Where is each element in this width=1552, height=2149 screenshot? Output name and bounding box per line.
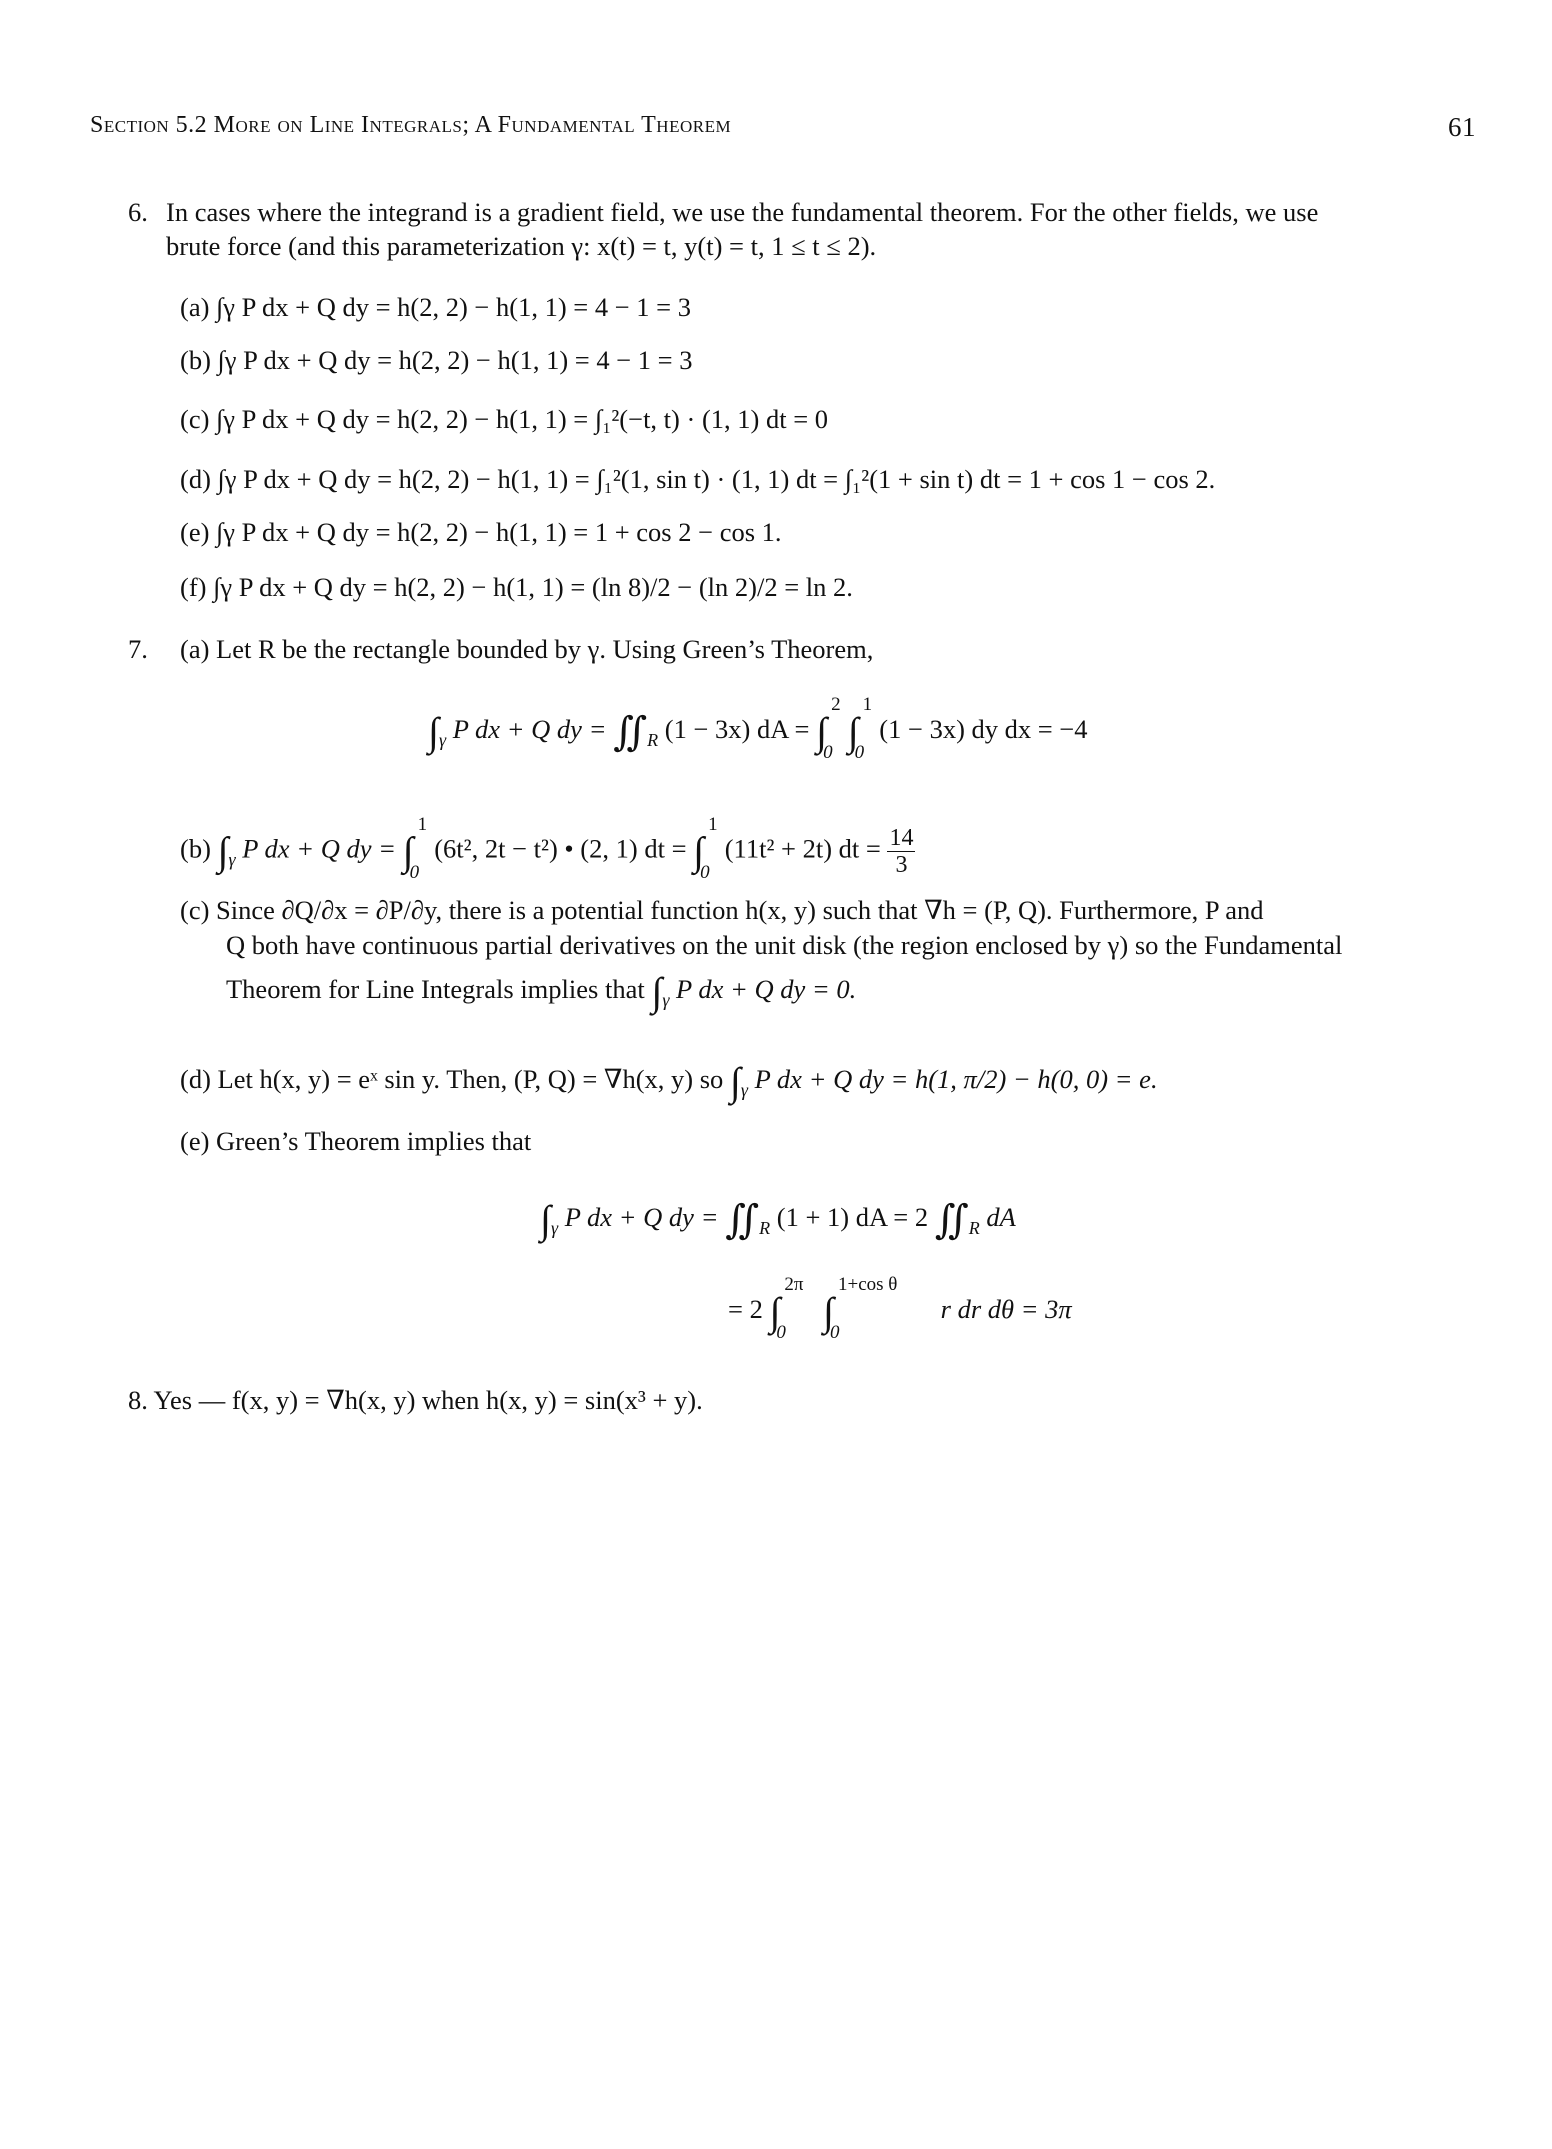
problem-6b: (b) ∫γ P dx + Q dy = h(2, 2) − h(1, 1) = 4 − 1 = 3 (180, 345, 693, 375)
problem-7e-equation-2: = 2 ∫ 2π 0 ∫ 1+cos θ 0 r dr dθ = 3π (728, 1274, 1072, 1344)
double-integral-sign: ∬ (613, 709, 648, 754)
problem-6-number: 6. (128, 197, 148, 227)
problem-7-number: 7. (128, 634, 148, 664)
problem-6-intro-line2: brute force (and this parameterization γ: x(t) = t, y(t) = t, 1 ≤ t ≤ 2). (166, 231, 877, 261)
problem-7b: (b) $\int_\gamma$ P dx + Q dy = ∫ 1 0 (6t², 2t − t²) • (2, 1) dt = ∫ 1 0 (11t² + 2t) dt = $\frac{14}{3}$ (180, 813, 914, 883)
problem-7c-line1: (c) Since ∂Q/∂x = ∂P/∂y, there is a potential function h(x, y) such that ∇h = (P, Q). Furthermore, P and (180, 895, 1264, 925)
problem-7e-text: (e) Green’s Theorem implies that (180, 1126, 532, 1156)
problem-6c: (c) ∫γ P dx + Q dy = h(2, 2) − h(1, 1) = ∫₁²(−t, t) · (1, 1) dt = 0 (180, 404, 829, 434)
problem-7c-line2: Q both have continuous partial derivatives on the unit disk (the region enclosed by γ) so the Fundamental (226, 930, 1343, 960)
problem-6e: (e) ∫γ P dx + Q dy = h(2, 2) − h(1, 1) = 1 + cos 2 − cos 1. (180, 517, 782, 547)
problem-8: 8. Yes — f(x, y) = ∇h(x, y) when h(x, y) = sin(x³ + y). (128, 1385, 703, 1415)
problem-7e-equation-1: $\int_\gamma$ P dx + Q dy = $∬_R$ (1 + 1) dA = 2 $∬_R$ dA (540, 1197, 1016, 1242)
section-title: Section 5.2 More on Line Integrals; A Fundamental Theorem (90, 112, 732, 138)
problem-7c-line3: Theorem for Line Integrals implies that $\int_\gamma$ P dx + Q dy = 0. (226, 969, 857, 1014)
integral-sign: ∫ (428, 709, 439, 754)
page-number: 61 (1448, 112, 1476, 142)
problem-6d: (d) ∫γ P dx + Q dy = h(2, 2) − h(1, 1) = ∫₁²(1, sin t) · (1, 1) dt = ∫₁²(1 + sin t) dt = 1 + cos 1 − cos 2. (180, 464, 1216, 494)
fraction-14-3: $\frac{14}{3}$ (889, 825, 914, 878)
problem-7a-text: (a) Let R be the rectangle bounded by γ. Using Green’s Theorem, (180, 634, 874, 664)
problem-7d: (d) Let h(x, y) = eˣ sin y. Then, (P, Q) = ∇h(x, y) so $\int_\gamma$ P dx + Q dy = h(1, π/2) − h(0, 0) = e. (180, 1059, 1158, 1104)
running-header (90, 112, 1476, 142)
problem-6f: (f) ∫γ P dx + Q dy = h(2, 2) − h(1, 1) = (ln 8)/2 − (ln 2)/2 = ln 2. (180, 572, 853, 602)
problem-7a-equation: $\int_\gamma$ P dx + Q dy = $∬_R$ (1 − 3x) dA = ∫ 2 0 ∫ 1 0 (1 − 3x) dy dx = −4 (428, 694, 1088, 764)
problem-6-intro-line1: In cases where the integrand is a gradient field, we use the fundamental theorem. For the other fields, we use (166, 197, 1319, 227)
problem-6a: (a) ∫γ P dx + Q dy = h(2, 2) − h(1, 1) = 4 − 1 = 3 (180, 292, 691, 322)
